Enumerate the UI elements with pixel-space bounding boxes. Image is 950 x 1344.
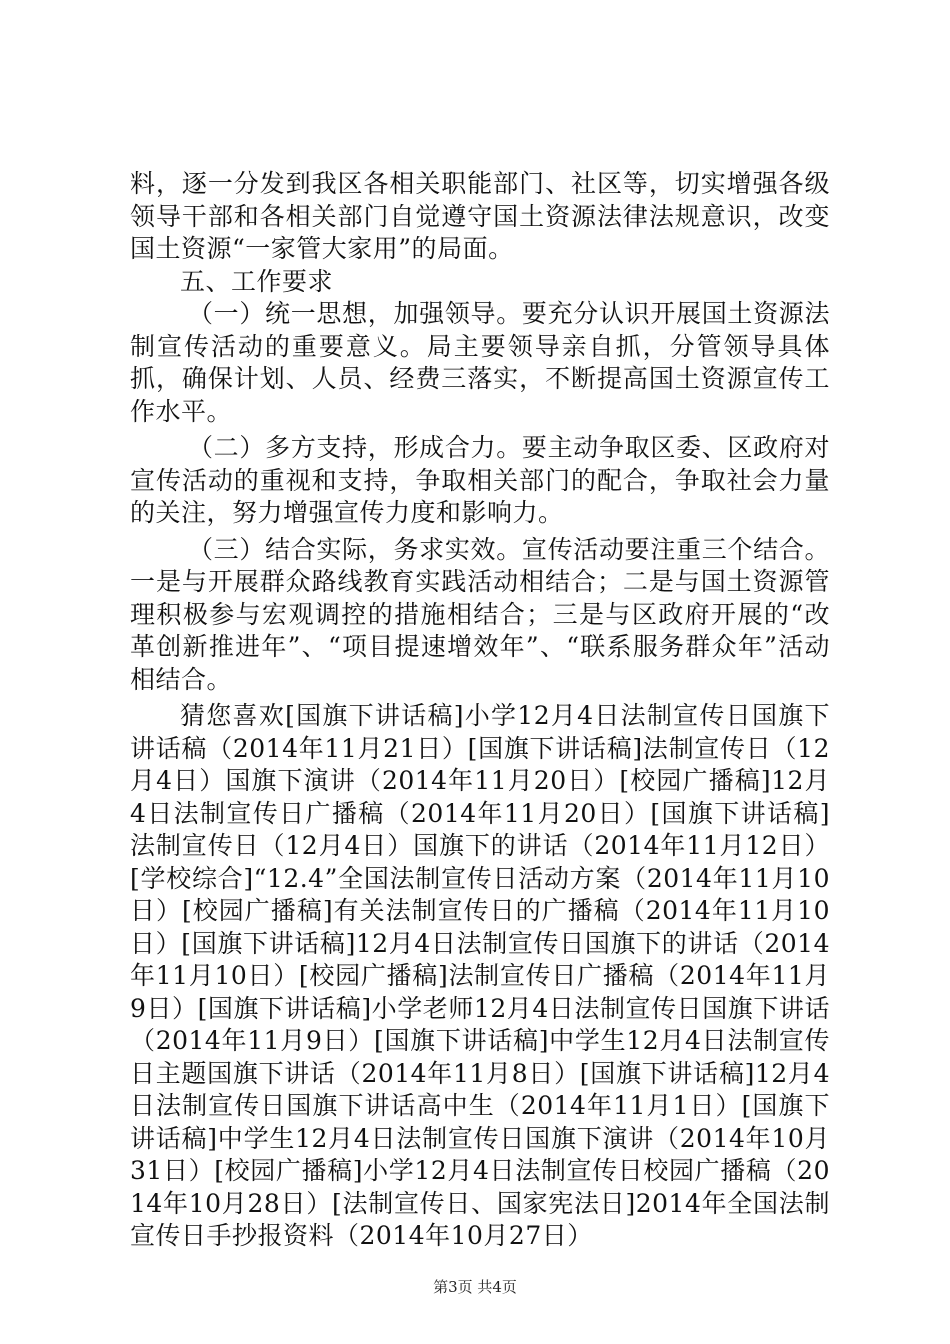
- document-body: [130, 168, 830, 1253]
- paragraph-continuation: 料，逐一分发到我区各相关职能部门、社区等，切实增强各级领导干部和各相关部门自觉遵守国土资源法律法规意识，改变国土资源“一家管大家用”的局面。: [130, 169, 830, 263]
- paragraph-related-links: 猜您喜欢[国旗下讲话稿]小学12月4日法制宣传日国旗下讲话稿（2014年11月21日）[国旗下讲话稿]法制宣传日（12月4日）国旗下演讲（2014年11月20日）[校园广播稿]12月4日法制宣传日广播稿（2014年11月20日）[国旗下讲话稿]法制宣传日（12月4日）国旗下的讲话（2014年11月12日）[学校综合]“12.4”全国法制宣传日活动方案（2014年11月10日）[校园广播稿]有关法制宣传日的广播稿（2014年11月10日）[国旗下讲话稿]12月4日法制宣传日国旗下的讲话（2014年11月10日）[校园广播稿]法制宣传日广播稿（2014年11月9日）[国旗下讲话稿]小学老师12月4日法制宣传日国旗下讲话（2014年11月9日）[国旗下讲话稿]中学生12月4日法制宣传日主题国旗下讲话（2014年11月8日）[国旗下讲话稿]12月4日法制宣传日国旗下讲话高中生（2014年11月1日）[国旗下讲话稿]中学生12月4日法制宣传日国旗下演讲（2014年10月31日）[校园广播稿]小学12月4日法制宣传日校园广播稿（2014年10月28日）[法制宣传日、国家宪法日]2014年全国法制宣传日手抄报资料（2014年10月27日）: [130, 701, 830, 1250]
- paragraph-requirement-1: （一）统一思想，加强领导。要充分认识开展国土资源法制宣传活动的重要意义。局主要领导亲自抓，分管领导具体抓，确保计划、人员、经费三落实，不断提高国土资源宣传工作水平。: [130, 299, 830, 426]
- section-heading-work-requirements: 五、工作要求: [180, 266, 334, 296]
- page-footer: 第3页 共4页: [433, 1278, 517, 1296]
- paragraph-requirement-3: （三）结合实际，务求实效。宣传活动要注重三个结合。一是与开展群众路线教育实践活动相结合；二是与国土资源管理积极参与宏观调控的措施相结合；三是与区政府开展的“改革创新推进年”、“项目提速增效年”、“联系服务群众年”活动相结合。: [130, 534, 830, 694]
- paragraph-requirement-2: （二）多方支持，形成合力。要主动争取区委、区政府对宣传活动的重视和支持，争取相关部门的配合，争取社会力量的关注，努力增强宣传力度和影响力。: [130, 433, 830, 527]
